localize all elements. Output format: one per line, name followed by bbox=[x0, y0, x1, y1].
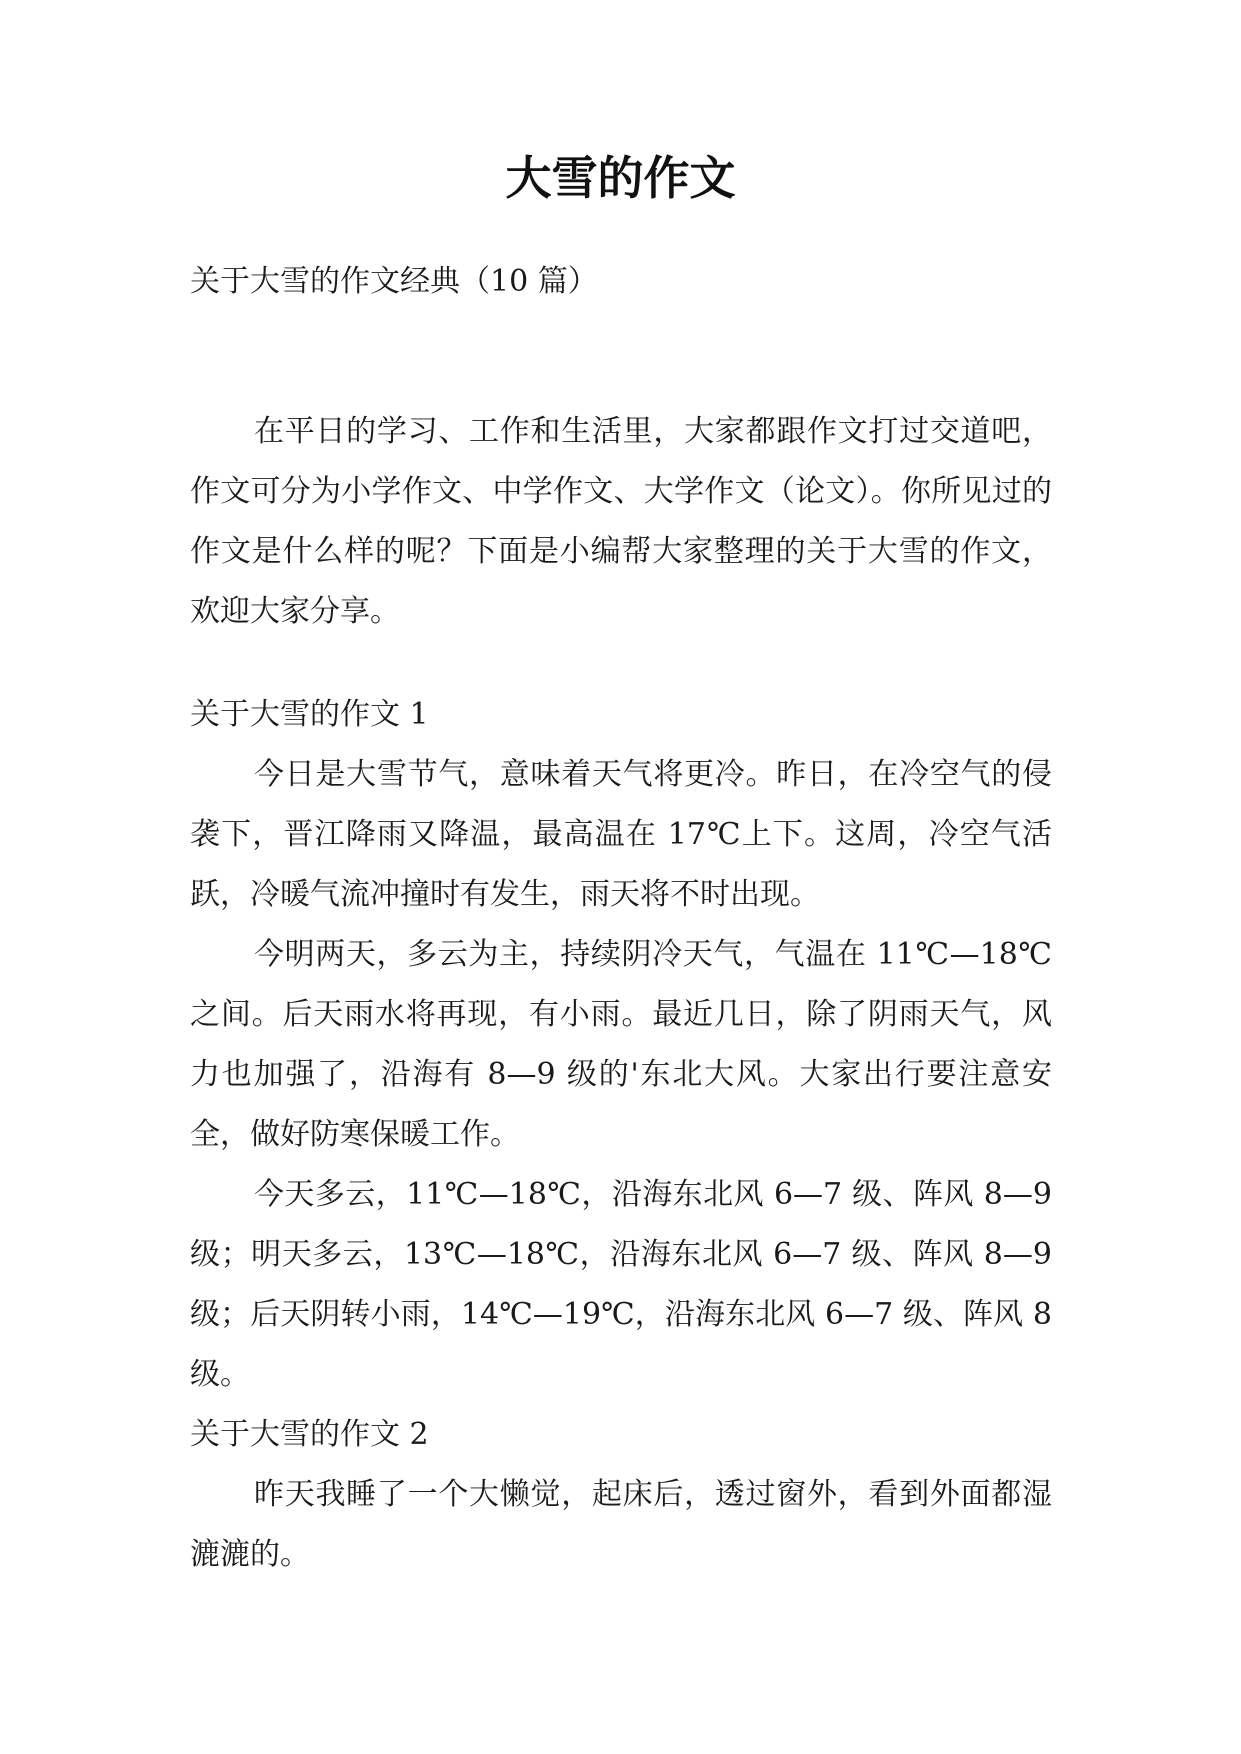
essay-1-paragraph-1: 今日是大雪节气，意味着天气将更冷。昨日，在冷空气的侵袭下，晋江降雨又降温，最高温在 17℃上下。这周，冷空气活跃，冷暖气流冲撞时有发生，雨天将不时出现。 bbox=[190, 757, 1052, 912]
essay-2-paragraph-1: 昨天我睡了一个大懒觉，起床后，透过窗外，看到外面都湿漉漉的。 bbox=[190, 1477, 1052, 1572]
intro-paragraph: 在平日的学习、工作和生活里，大家都跟作文打过交道吧，作文可分为小学作文、中学作文、大学作文（论文）。你所见过的作文是什么样的呢？下面是小编帮大家整理的关于大雪的作文，欢迎大家分享。 bbox=[190, 414, 1052, 629]
essay-1-heading: 关于大雪的作文 1 bbox=[190, 697, 429, 732]
essay-1-paragraph-3: 今天多云，11℃—18℃，沿海东北风 6—7 级、阵风 8—9 级；明天多云，13℃—18℃，沿海东北风 6—7 级、阵风 8—9 级；后天阴转小雨，14℃—19℃，沿海东北风 6—7 级、阵风 8 级。 bbox=[190, 1177, 1052, 1392]
document-subtitle: 关于大雪的作文经典（10 篇） bbox=[190, 264, 598, 299]
document-title: 大雪的作文 bbox=[505, 151, 736, 205]
essay-1-paragraph-2: 今明两天，多云为主，持续阴冷天气，气温在 11℃—18℃之间。后天雨水将再现，有小雨。最近几日，除了阴雨天气，风力也加强了，沿海有 8—9 级的'东北大风。大家出行要注意安全，做好防寒保暖工作。 bbox=[190, 937, 1052, 1152]
essay-2-heading: 关于大雪的作文 2 bbox=[190, 1417, 429, 1452]
